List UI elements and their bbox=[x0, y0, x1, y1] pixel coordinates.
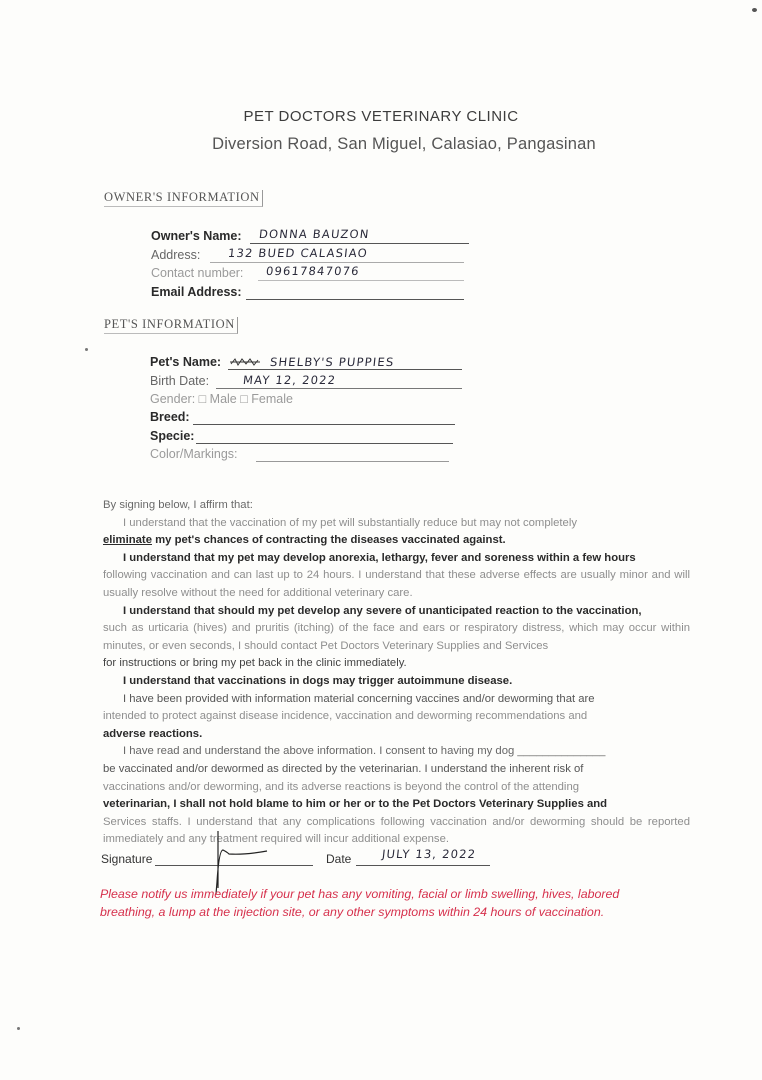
email-line[interactable] bbox=[246, 299, 464, 300]
date-line[interactable] bbox=[356, 865, 490, 866]
breed-line[interactable] bbox=[193, 424, 455, 425]
address-line[interactable] bbox=[210, 262, 464, 263]
affirmation-p6a: I have read and understand the above information. I consent to having my dog ______________ bbox=[123, 745, 606, 758]
pet-name-line[interactable] bbox=[228, 369, 462, 370]
contact-value: 09617847076 bbox=[265, 264, 361, 278]
scan-speck-bottom bbox=[17, 1027, 20, 1030]
birth-date-row bbox=[150, 374, 209, 388]
color-markings-line[interactable] bbox=[256, 461, 449, 462]
clinic-address: Diversion Road, San Miguel, Calasiao, Pangasinan bbox=[212, 135, 596, 153]
email-label: Email Address: bbox=[151, 285, 242, 299]
scan-speck-top bbox=[752, 8, 757, 12]
affirmation-p1b bbox=[103, 532, 690, 550]
birth-date-value: MAY 12, 2022 bbox=[242, 373, 337, 387]
owner-name-label: Owner's Name: bbox=[151, 229, 242, 243]
birth-date-label: Birth Date: bbox=[150, 374, 210, 388]
affirmation-p2b: following vaccination and can last up to 24 hours. I understand that these adverse effects are usually minor and will usually resolve without the need for additional veterinary care. bbox=[103, 569, 690, 599]
specie-line[interactable] bbox=[196, 443, 453, 444]
contact-line[interactable] bbox=[258, 280, 464, 281]
signature-label: Signature bbox=[101, 852, 153, 866]
affirmation-p3b: such as urticaria (hives) and pruritis (itching) of the face and ears or respiratory distress, which may occur within minutes, or even seconds, I should contact Pet Doctors Veterinary Supplies and Services bbox=[103, 622, 690, 652]
contact-label: Contact number: bbox=[151, 266, 244, 280]
affirmation-p3a: I understand that should my pet develop any severe of unanticipated reaction to the vaccination, bbox=[123, 604, 642, 617]
owner-section-heading: OWNER'S INFORMATION bbox=[104, 190, 263, 207]
color-markings-label: Color/Markings: bbox=[150, 447, 238, 461]
affirmation-intro: By signing below, I affirm that: bbox=[103, 499, 253, 511]
pet-section-heading: PET'S INFORMATION bbox=[104, 317, 238, 334]
contact-row bbox=[151, 266, 243, 280]
affirmation-p5c: adverse reactions. bbox=[103, 727, 203, 740]
affirmation-p6e: Services staffs. I understand that any complications following vaccination and/or deworming should be reported immediately and any treatment required will incur additional expense. bbox=[103, 815, 690, 846]
crossed-out-scribble bbox=[229, 356, 261, 368]
gender-row bbox=[150, 392, 293, 406]
affirmation-p5a: I have been provided with information material concerning vaccines and/or deworming that are bbox=[123, 692, 595, 705]
address-label: Address: bbox=[151, 248, 201, 262]
pet-name-value: SHELBY'S PUPPIES bbox=[269, 355, 396, 369]
specie-label: Specie: bbox=[150, 429, 195, 443]
pet-name-label: Pet's Name: bbox=[150, 355, 222, 369]
post-vaccination-notice: Please notify us immediately if your pet has any vomiting, facial or limb swelling, hives, labored breathing, a lump at the injection site, or any other symptoms within 24 hours of vaccination. bbox=[100, 887, 620, 919]
address-row bbox=[151, 248, 200, 262]
affirmation-p4: I understand that vaccinations in dogs may trigger autoimmune disease. bbox=[123, 674, 513, 687]
address-value: 132 BUED CALASIAO bbox=[227, 246, 369, 260]
affirmation-p5b: intended to protect against disease incidence, vaccination and deworming recommendations and bbox=[103, 710, 588, 723]
affirmation-p6b: be vaccinated and/or dewormed as directed by the veterinarian. I understand the inherent risk of bbox=[103, 762, 584, 775]
email-row bbox=[151, 285, 242, 299]
clinic-name: PET DOCTORS VETERINARY CLINIC bbox=[243, 108, 519, 125]
specie-row bbox=[150, 429, 194, 443]
color-markings-row bbox=[150, 447, 238, 461]
breed-label: Breed: bbox=[150, 410, 190, 424]
affirmation-p1a: I understand that the vaccination of my pet will substantially reduce but may not completely bbox=[123, 516, 577, 529]
owner-name-line[interactable] bbox=[250, 243, 469, 244]
date-value: JULY 13, 2022 bbox=[381, 847, 477, 861]
breed-row bbox=[150, 410, 190, 424]
affirmation-p6c: vaccinations and/or deworming, and its adverse reactions is beyond the control of the attending bbox=[103, 780, 580, 793]
date-label: Date bbox=[326, 852, 352, 866]
affirmation-text bbox=[103, 497, 690, 849]
eliminate-word: eliminate bbox=[103, 534, 152, 547]
affirmation-p2a: I understand that my pet may develop anorexia, lethargy, fever and soreness within a few hours bbox=[123, 551, 636, 564]
affirmation-p3c: for instructions or bring my pet back in the clinic immediately. bbox=[103, 657, 407, 670]
pet-name-row bbox=[150, 355, 221, 369]
scan-speck bbox=[85, 348, 88, 351]
owner-name-row bbox=[151, 229, 242, 243]
gender-label[interactable]: Gender: □ Male □ Female bbox=[150, 392, 293, 406]
affirmation-p6d: veterinarian, I shall not hold blame to him or her or to the Pet Doctors Veterinary Supplies and bbox=[103, 798, 608, 811]
affirmation-p1b-rest: my pet's chances of contracting the diseases vaccinated against. bbox=[151, 534, 506, 547]
birth-date-line[interactable] bbox=[216, 388, 462, 389]
owner-name-value: DONNA BAUZON bbox=[258, 227, 371, 241]
